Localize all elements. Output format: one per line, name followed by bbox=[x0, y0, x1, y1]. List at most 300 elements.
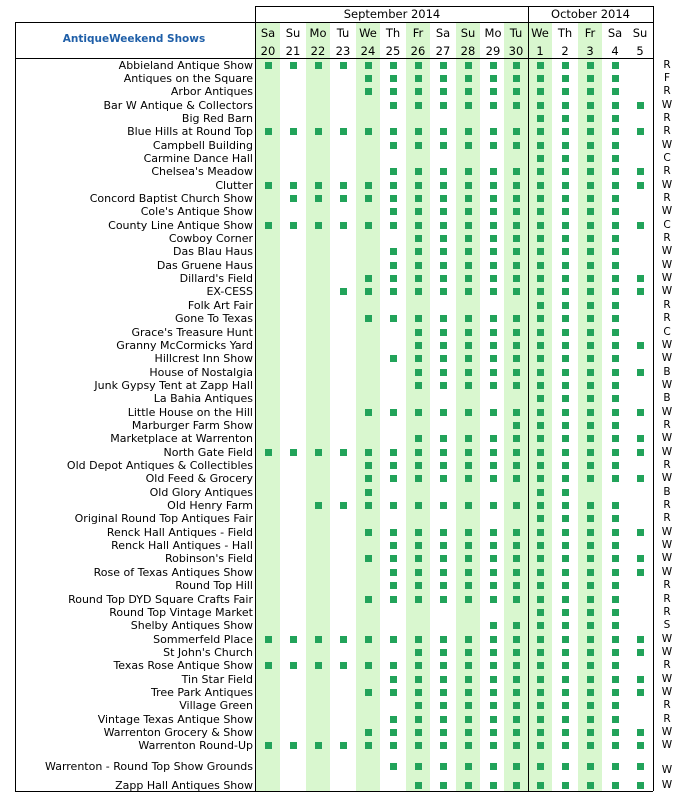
day-abbr: Sa bbox=[435, 26, 451, 40]
open-day-marker bbox=[612, 649, 619, 656]
open-day-marker bbox=[390, 409, 397, 416]
open-day-marker bbox=[440, 763, 447, 770]
open-day-marker bbox=[537, 182, 544, 189]
open-day-marker bbox=[562, 248, 569, 255]
open-day-marker bbox=[537, 88, 544, 95]
open-day-marker bbox=[587, 529, 594, 536]
open-day-marker bbox=[587, 222, 594, 229]
open-day-marker bbox=[490, 763, 497, 770]
open-day-marker bbox=[612, 636, 619, 643]
right-border bbox=[653, 6, 654, 791]
open-day-marker bbox=[612, 302, 619, 309]
open-day-marker bbox=[562, 88, 569, 95]
day-number: 22 bbox=[310, 44, 326, 58]
show-name: Shelby Antiques Show bbox=[130, 619, 253, 633]
location-code: W bbox=[661, 726, 673, 738]
day-abbr: Su bbox=[285, 26, 301, 40]
open-day-marker bbox=[465, 435, 472, 442]
open-day-marker bbox=[390, 742, 397, 749]
show-name: Zapp Hall Antiques Show bbox=[115, 778, 253, 792]
open-day-marker bbox=[415, 128, 422, 135]
open-day-marker bbox=[513, 409, 520, 416]
open-day-marker bbox=[587, 142, 594, 149]
open-day-marker bbox=[415, 582, 422, 589]
open-day-marker bbox=[465, 182, 472, 189]
open-day-marker bbox=[490, 569, 497, 576]
open-day-marker bbox=[440, 555, 447, 562]
open-day-marker bbox=[612, 115, 619, 122]
open-day-marker bbox=[490, 462, 497, 469]
show-name: Little House on the Hill bbox=[127, 405, 253, 419]
open-day-marker bbox=[513, 355, 520, 362]
day-number: 1 bbox=[536, 44, 544, 58]
open-day-marker bbox=[537, 649, 544, 656]
location-code: W bbox=[661, 565, 673, 578]
open-day-marker bbox=[340, 222, 347, 229]
open-day-marker bbox=[415, 763, 422, 770]
open-day-marker bbox=[440, 262, 447, 269]
open-day-marker bbox=[390, 475, 397, 482]
open-day-marker bbox=[490, 315, 497, 322]
open-day-marker bbox=[365, 62, 372, 69]
open-day-marker bbox=[440, 742, 447, 749]
open-day-marker bbox=[513, 422, 520, 429]
open-day-marker bbox=[537, 275, 544, 282]
open-day-marker bbox=[637, 288, 644, 295]
open-day-marker bbox=[440, 248, 447, 255]
open-day-marker bbox=[415, 275, 422, 282]
open-day-marker bbox=[265, 62, 272, 69]
open-day-marker bbox=[490, 542, 497, 549]
open-day-marker bbox=[440, 288, 447, 295]
open-day-marker bbox=[537, 689, 544, 696]
open-day-marker bbox=[440, 342, 447, 349]
open-day-marker bbox=[513, 288, 520, 295]
open-day-marker bbox=[490, 409, 497, 416]
open-day-marker bbox=[587, 515, 594, 522]
open-day-marker bbox=[587, 462, 594, 469]
open-day-marker bbox=[365, 195, 372, 202]
show-name: Dillard's Field bbox=[179, 272, 253, 286]
location-code: R bbox=[663, 712, 671, 725]
open-day-marker bbox=[490, 449, 497, 456]
open-day-marker bbox=[612, 676, 619, 683]
show-name: Grace's Treasure Hunt bbox=[131, 325, 253, 339]
open-day-marker bbox=[390, 248, 397, 255]
open-day-marker bbox=[390, 262, 397, 269]
open-day-marker bbox=[612, 702, 619, 709]
open-day-marker bbox=[490, 636, 497, 643]
show-name: EX-CESS bbox=[206, 285, 253, 299]
location-code: R bbox=[663, 459, 671, 471]
open-day-marker bbox=[612, 208, 619, 215]
open-day-marker bbox=[562, 409, 569, 416]
open-day-marker bbox=[415, 542, 422, 549]
open-day-marker bbox=[415, 182, 422, 189]
open-day-marker bbox=[415, 62, 422, 69]
open-day-marker bbox=[390, 88, 397, 95]
open-day-marker bbox=[490, 676, 497, 683]
open-day-marker bbox=[562, 702, 569, 709]
show-name: Round Top Vintage Market bbox=[109, 605, 253, 619]
location-code: W bbox=[661, 472, 673, 485]
open-day-marker bbox=[440, 529, 447, 536]
open-day-marker bbox=[513, 128, 520, 135]
location-code: W bbox=[661, 205, 673, 218]
open-day-marker bbox=[440, 649, 447, 656]
open-day-marker bbox=[587, 168, 594, 175]
open-day-marker bbox=[537, 702, 544, 709]
open-day-marker bbox=[440, 729, 447, 736]
open-day-marker bbox=[390, 676, 397, 683]
open-day-marker bbox=[490, 75, 497, 82]
open-day-marker bbox=[587, 716, 594, 723]
open-day-marker bbox=[465, 782, 472, 789]
day-number: 29 bbox=[485, 44, 501, 58]
open-day-marker bbox=[440, 168, 447, 175]
open-day-marker bbox=[390, 763, 397, 770]
open-day-marker bbox=[390, 569, 397, 576]
open-day-marker bbox=[537, 102, 544, 109]
open-day-marker bbox=[587, 729, 594, 736]
open-day-marker bbox=[415, 449, 422, 456]
open-day-marker bbox=[415, 75, 422, 82]
open-day-marker bbox=[513, 555, 520, 562]
open-day-marker bbox=[587, 315, 594, 322]
open-day-marker bbox=[513, 222, 520, 229]
open-day-marker bbox=[340, 182, 347, 189]
open-day-marker bbox=[490, 662, 497, 669]
open-day-marker bbox=[513, 182, 520, 189]
day-band bbox=[356, 22, 380, 791]
open-day-marker bbox=[562, 649, 569, 656]
open-day-marker bbox=[415, 369, 422, 376]
open-day-marker bbox=[612, 502, 619, 509]
open-day-marker bbox=[365, 729, 372, 736]
show-name: Warrenton Round-Up bbox=[138, 739, 253, 753]
open-day-marker bbox=[637, 342, 644, 349]
open-day-marker bbox=[537, 235, 544, 242]
open-day-marker bbox=[390, 729, 397, 736]
open-day-marker bbox=[415, 649, 422, 656]
open-day-marker bbox=[415, 555, 422, 562]
open-day-marker bbox=[490, 195, 497, 202]
location-code: W bbox=[661, 432, 673, 445]
open-day-marker bbox=[490, 622, 497, 629]
location-code: W bbox=[661, 405, 673, 418]
open-day-marker bbox=[513, 88, 520, 95]
open-day-marker bbox=[537, 622, 544, 629]
location-code: W bbox=[661, 778, 673, 791]
open-day-marker bbox=[365, 636, 372, 643]
show-name: La Bahia Antiques bbox=[153, 392, 253, 406]
open-day-marker bbox=[537, 555, 544, 562]
open-day-marker bbox=[587, 542, 594, 549]
day-number: 28 bbox=[460, 44, 476, 58]
open-day-marker bbox=[415, 88, 422, 95]
open-day-marker bbox=[612, 529, 619, 536]
open-day-marker bbox=[315, 636, 322, 643]
open-day-marker bbox=[440, 569, 447, 576]
open-day-marker bbox=[513, 248, 520, 255]
day-number: 27 bbox=[435, 44, 451, 58]
open-day-marker bbox=[365, 502, 372, 509]
open-day-marker bbox=[513, 596, 520, 603]
open-day-marker bbox=[637, 409, 644, 416]
open-day-marker bbox=[587, 636, 594, 643]
open-day-marker bbox=[513, 142, 520, 149]
open-day-marker bbox=[562, 195, 569, 202]
open-day-marker bbox=[587, 382, 594, 389]
day-abbr: Fr bbox=[412, 26, 424, 40]
open-day-marker bbox=[562, 462, 569, 469]
open-day-marker bbox=[637, 782, 644, 789]
open-day-marker bbox=[290, 128, 297, 135]
open-day-marker bbox=[465, 262, 472, 269]
open-day-marker bbox=[340, 62, 347, 69]
show-name: Das Gruene Haus bbox=[156, 258, 253, 272]
open-day-marker bbox=[490, 222, 497, 229]
location-code: B bbox=[663, 365, 671, 378]
open-day-marker bbox=[612, 288, 619, 295]
location-code: R bbox=[663, 58, 671, 71]
show-name: Village Green bbox=[179, 699, 253, 713]
brand-title: AntiqueWeekend Shows bbox=[62, 33, 206, 45]
open-day-marker bbox=[637, 763, 644, 770]
open-day-marker bbox=[612, 235, 619, 242]
open-day-marker bbox=[637, 555, 644, 562]
open-day-marker bbox=[390, 102, 397, 109]
open-day-marker bbox=[562, 329, 569, 336]
open-day-marker bbox=[440, 128, 447, 135]
open-day-marker bbox=[465, 88, 472, 95]
open-day-marker bbox=[490, 742, 497, 749]
show-name: Abbieland Antique Show bbox=[118, 58, 253, 72]
open-day-marker bbox=[465, 62, 472, 69]
open-day-marker bbox=[587, 676, 594, 683]
open-day-marker bbox=[340, 742, 347, 749]
open-day-marker bbox=[537, 262, 544, 269]
open-day-marker bbox=[440, 315, 447, 322]
open-day-marker bbox=[440, 689, 447, 696]
open-day-marker bbox=[390, 222, 397, 229]
open-day-marker bbox=[637, 636, 644, 643]
open-day-marker bbox=[587, 649, 594, 656]
location-code: W bbox=[661, 245, 673, 258]
open-day-marker bbox=[440, 75, 447, 82]
open-day-marker bbox=[562, 529, 569, 536]
open-day-marker bbox=[562, 622, 569, 629]
open-day-marker bbox=[490, 62, 497, 69]
show-name: Granny McCormicks Yard bbox=[116, 338, 253, 352]
open-day-marker bbox=[587, 62, 594, 69]
open-day-marker bbox=[587, 395, 594, 402]
open-day-marker bbox=[537, 662, 544, 669]
open-day-marker bbox=[365, 275, 372, 282]
open-day-marker bbox=[440, 475, 447, 482]
open-day-marker bbox=[513, 168, 520, 175]
open-day-marker bbox=[340, 662, 347, 669]
open-day-marker bbox=[415, 102, 422, 109]
show-name: Texas Rose Antique Show bbox=[113, 659, 253, 673]
open-day-marker bbox=[390, 689, 397, 696]
open-day-marker bbox=[465, 142, 472, 149]
open-day-marker bbox=[612, 142, 619, 149]
open-day-marker bbox=[612, 182, 619, 189]
open-day-marker bbox=[390, 168, 397, 175]
open-day-marker bbox=[415, 475, 422, 482]
show-name: North Gate Field bbox=[163, 445, 253, 459]
open-day-marker bbox=[340, 502, 347, 509]
open-day-marker bbox=[465, 502, 472, 509]
open-day-marker bbox=[587, 435, 594, 442]
open-day-marker bbox=[465, 382, 472, 389]
show-name: House of Nostalgia bbox=[149, 365, 253, 379]
open-day-marker bbox=[612, 622, 619, 629]
show-name: Antiques on the Square bbox=[123, 71, 253, 85]
open-day-marker bbox=[315, 449, 322, 456]
open-day-marker bbox=[513, 262, 520, 269]
open-day-marker bbox=[465, 235, 472, 242]
open-day-marker bbox=[513, 235, 520, 242]
location-code: F bbox=[663, 71, 671, 84]
open-day-marker bbox=[465, 702, 472, 709]
open-day-marker bbox=[465, 355, 472, 362]
open-day-marker bbox=[290, 195, 297, 202]
open-day-marker bbox=[415, 435, 422, 442]
open-day-marker bbox=[465, 542, 472, 549]
open-day-marker bbox=[490, 102, 497, 109]
open-day-marker bbox=[513, 689, 520, 696]
open-day-marker bbox=[587, 689, 594, 696]
open-day-marker bbox=[513, 475, 520, 482]
open-day-marker bbox=[612, 449, 619, 456]
open-day-marker bbox=[390, 662, 397, 669]
open-day-marker bbox=[490, 275, 497, 282]
open-day-marker bbox=[587, 195, 594, 202]
open-day-marker bbox=[440, 462, 447, 469]
open-day-marker bbox=[537, 582, 544, 589]
location-code: C bbox=[663, 151, 671, 164]
location-code: W bbox=[661, 739, 673, 752]
open-day-marker bbox=[612, 62, 619, 69]
open-day-marker bbox=[637, 729, 644, 736]
open-day-marker bbox=[537, 742, 544, 749]
day-number: 5 bbox=[636, 44, 644, 58]
open-day-marker bbox=[612, 742, 619, 749]
open-day-marker bbox=[537, 763, 544, 770]
open-day-marker bbox=[440, 355, 447, 362]
location-code: W bbox=[661, 272, 673, 285]
open-day-marker bbox=[490, 382, 497, 389]
open-day-marker bbox=[390, 128, 397, 135]
open-day-marker bbox=[587, 329, 594, 336]
show-name: Tin Star Field bbox=[181, 672, 253, 686]
open-day-marker bbox=[490, 262, 497, 269]
open-day-marker bbox=[440, 702, 447, 709]
location-code: W bbox=[661, 525, 673, 538]
open-day-marker bbox=[390, 462, 397, 469]
show-name: Carmine Dance Hall bbox=[143, 151, 253, 165]
open-day-marker bbox=[365, 555, 372, 562]
location-code: R bbox=[663, 605, 671, 618]
show-name: Sommerfeld Place bbox=[153, 632, 253, 646]
open-day-marker bbox=[490, 582, 497, 589]
day-band bbox=[256, 22, 280, 791]
open-day-marker bbox=[513, 329, 520, 336]
open-day-marker bbox=[562, 515, 569, 522]
show-name: Round Top DYD Square Crafts Fair bbox=[68, 592, 253, 606]
open-day-marker bbox=[440, 435, 447, 442]
open-day-marker bbox=[415, 315, 422, 322]
open-day-marker bbox=[587, 115, 594, 122]
open-day-marker bbox=[537, 62, 544, 69]
location-code: W bbox=[661, 763, 673, 776]
day-abbr: Tu bbox=[336, 26, 350, 40]
day-abbr: Th bbox=[385, 26, 401, 40]
open-day-marker bbox=[562, 742, 569, 749]
open-day-marker bbox=[562, 355, 569, 362]
open-day-marker bbox=[415, 662, 422, 669]
open-day-marker bbox=[562, 222, 569, 229]
show-name: Rose of Texas Antiques Show bbox=[93, 565, 253, 579]
open-day-marker bbox=[562, 763, 569, 770]
open-day-marker bbox=[612, 329, 619, 336]
open-day-marker bbox=[415, 342, 422, 349]
open-day-marker bbox=[513, 275, 520, 282]
show-name: Renck Hall Antiques - Field bbox=[106, 525, 253, 539]
show-name: Das Blau Haus bbox=[173, 245, 253, 259]
open-day-marker bbox=[587, 782, 594, 789]
open-day-marker bbox=[562, 716, 569, 723]
open-day-marker bbox=[490, 782, 497, 789]
open-day-marker bbox=[390, 716, 397, 723]
open-day-marker bbox=[562, 142, 569, 149]
open-day-marker bbox=[562, 288, 569, 295]
open-day-marker bbox=[315, 62, 322, 69]
open-day-marker bbox=[537, 502, 544, 509]
open-day-marker bbox=[537, 195, 544, 202]
open-day-marker bbox=[587, 763, 594, 770]
open-day-marker bbox=[537, 115, 544, 122]
show-name: Original Round Top Antiques Fair bbox=[74, 512, 253, 526]
location-code: R bbox=[663, 592, 671, 605]
open-day-marker bbox=[365, 315, 372, 322]
open-day-marker bbox=[513, 742, 520, 749]
open-day-marker bbox=[490, 689, 497, 696]
open-day-marker bbox=[490, 329, 497, 336]
open-day-marker bbox=[390, 195, 397, 202]
show-name: Cole's Antique Show bbox=[140, 205, 253, 219]
open-day-marker bbox=[340, 449, 347, 456]
open-day-marker bbox=[465, 763, 472, 770]
open-day-marker bbox=[340, 636, 347, 643]
open-day-marker bbox=[340, 195, 347, 202]
location-code: R bbox=[663, 659, 671, 672]
open-day-marker bbox=[513, 622, 520, 629]
open-day-marker bbox=[612, 395, 619, 402]
open-day-marker bbox=[612, 222, 619, 229]
open-day-marker bbox=[562, 729, 569, 736]
open-day-marker bbox=[365, 596, 372, 603]
open-day-marker bbox=[537, 208, 544, 215]
open-day-marker bbox=[440, 676, 447, 683]
open-day-marker bbox=[513, 195, 520, 202]
show-name: Folk Art Fair bbox=[187, 298, 253, 312]
open-day-marker bbox=[612, 462, 619, 469]
open-day-marker bbox=[513, 435, 520, 442]
open-day-marker bbox=[465, 342, 472, 349]
